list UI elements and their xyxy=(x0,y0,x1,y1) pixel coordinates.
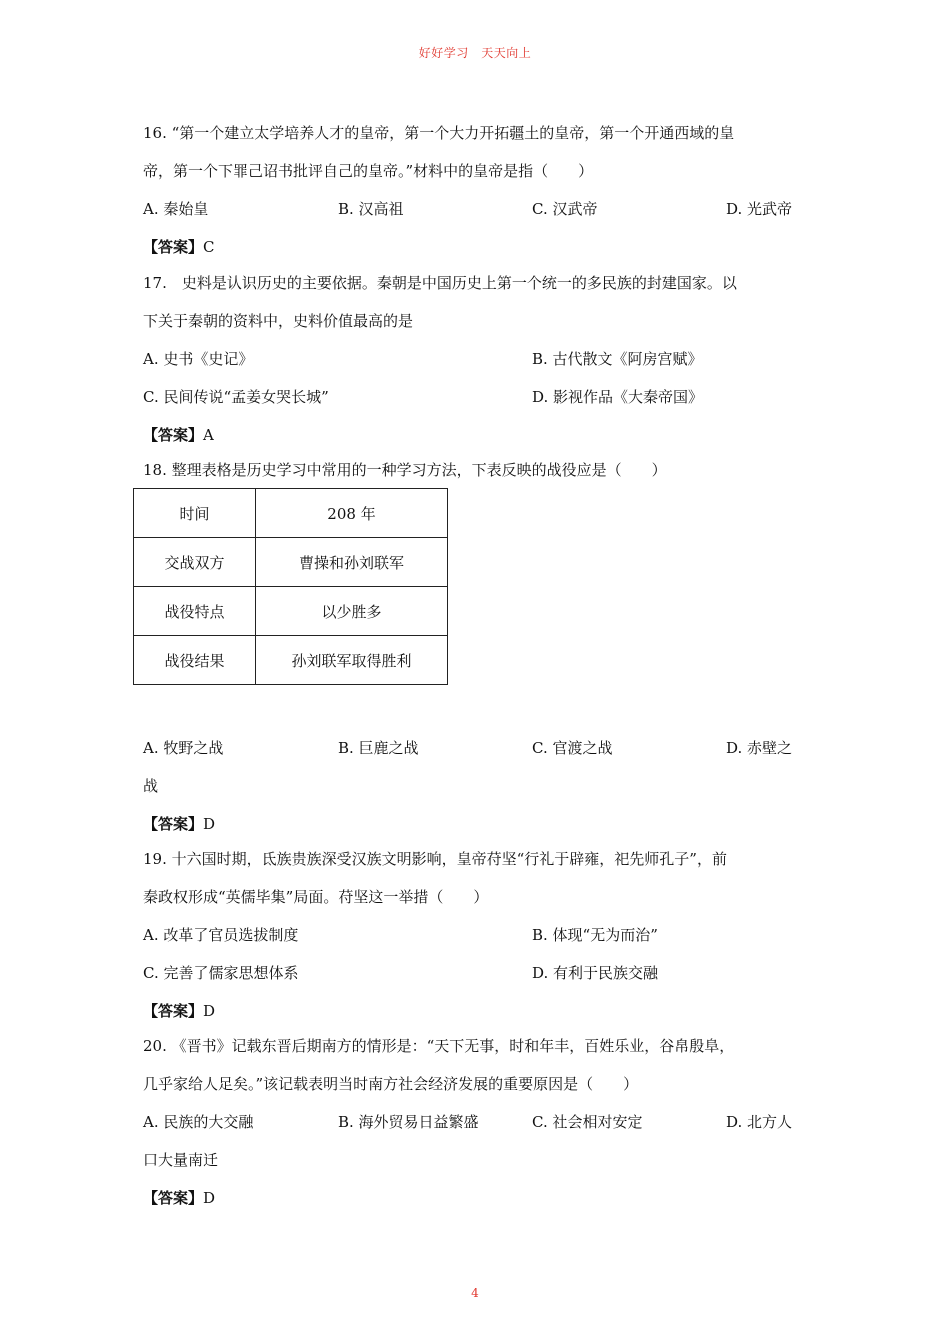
option-b[interactable]: B. 体现“无为而治” xyxy=(532,926,658,944)
option-d[interactable]: D. 赤壁之 xyxy=(726,739,793,757)
question-19-options-row-1 xyxy=(143,916,815,954)
question-16 xyxy=(143,114,815,266)
answer-value: D xyxy=(203,1189,216,1207)
option-a[interactable]: A. 民族的大交融 xyxy=(143,1113,254,1131)
table-row xyxy=(134,489,448,538)
question-20-line-2: 几乎家给人足矣。”该记载表明当时南方社会经济发展的重要原因是（ ） xyxy=(143,1075,639,1093)
question-18 xyxy=(143,451,815,489)
answer-label: 【答案】 xyxy=(143,815,204,833)
option-a[interactable]: A. 牧野之战 xyxy=(143,739,224,757)
option-c[interactable]: C. 汉武帝 xyxy=(532,200,598,218)
option-a[interactable]: A. 史书《史记》 xyxy=(143,350,254,368)
table-cell: 战役特点 xyxy=(134,587,256,636)
question-17-options-row-2 xyxy=(143,378,815,416)
option-c[interactable]: C. 民间传说“孟姜女哭长城” xyxy=(143,388,329,406)
option-c[interactable]: C. 社会相对安定 xyxy=(532,1113,643,1131)
answer-value: A xyxy=(203,426,214,444)
answer-value: D xyxy=(203,815,216,833)
table-cell: 时间 xyxy=(134,489,256,538)
option-c[interactable]: C. 官渡之战 xyxy=(532,739,613,757)
page-number: 4 xyxy=(471,1286,479,1300)
option-b[interactable]: B. 巨鹿之战 xyxy=(338,739,419,757)
question-19-line-2: 秦政权形成“英儒毕集”局面。苻坚这一举措（ ） xyxy=(143,888,489,906)
table-cell: 以少胜多 xyxy=(256,587,448,636)
question-17-options-row-1 xyxy=(143,340,815,378)
question-17-answer xyxy=(143,416,815,454)
question-17 xyxy=(143,264,815,454)
question-18-options-block xyxy=(143,729,815,843)
table-cell: 战役结果 xyxy=(134,636,256,685)
question-20-options xyxy=(143,1103,815,1141)
question-18-options-wrap: 战 xyxy=(143,777,159,795)
question-20 xyxy=(143,1027,815,1217)
question-16-answer xyxy=(143,228,815,266)
table-cell: 208 年 xyxy=(256,489,448,538)
answer-label: 【答案】 xyxy=(143,1002,204,1020)
question-18-answer xyxy=(143,805,815,843)
answer-value: D xyxy=(203,1002,216,1020)
page-header: 好好学习 天天向上 xyxy=(418,46,532,60)
question-18-line-1: 18. 整理表格是历史学习中常用的一种学习方法，下表反映的战役应是（ ） xyxy=(143,461,667,479)
question-20-options-wrap: 口大量南迁 xyxy=(143,1151,219,1169)
question-16-line-1: 16. “第一个建立太学培养人才的皇帝，第一个大力开拓疆土的皇帝，第一个开通西域的皇 xyxy=(143,124,735,142)
table-cell: 孙刘联军取得胜利 xyxy=(256,636,448,685)
table-cell: 曹操和孙刘联军 xyxy=(256,538,448,587)
answer-label: 【答案】 xyxy=(143,238,204,256)
option-a[interactable]: A. 改革了官员选拔制度 xyxy=(143,926,299,944)
table-row xyxy=(134,636,448,685)
answer-label: 【答案】 xyxy=(143,1189,204,1207)
question-19-answer xyxy=(143,992,815,1030)
option-b[interactable]: B. 海外贸易日益繁盛 xyxy=(338,1113,479,1131)
question-20-answer xyxy=(143,1179,815,1217)
table-cell: 交战双方 xyxy=(134,538,256,587)
option-c[interactable]: C. 完善了儒家思想体系 xyxy=(143,964,299,982)
option-d[interactable]: D. 有利于民族交融 xyxy=(532,964,659,982)
answer-label: 【答案】 xyxy=(143,426,204,444)
option-a[interactable]: A. 秦始皇 xyxy=(143,200,209,218)
answer-value: C xyxy=(203,238,215,256)
option-d[interactable]: D. 北方人 xyxy=(726,1113,793,1131)
question-19 xyxy=(143,840,815,1030)
option-b[interactable]: B. 汉高祖 xyxy=(338,200,404,218)
question-17-line-2: 下关于秦朝的资料中，史料价值最高的是 xyxy=(143,312,414,330)
option-d[interactable]: D. 影视作品《大秦帝国》 xyxy=(532,388,704,406)
question-16-options xyxy=(143,190,815,228)
question-16-line-2: 帝，第一个下罪己诏书批评自己的皇帝。”材料中的皇帝是指（ ） xyxy=(143,162,594,180)
question-19-options-row-2 xyxy=(143,954,815,992)
question-20-line-1: 20. 《晋书》记载东晋后期南方的情形是：“天下无事，时和年丰，百姓乐业，谷帛殷阜， xyxy=(143,1037,735,1055)
option-d[interactable]: D. 光武帝 xyxy=(726,200,793,218)
question-18-options xyxy=(143,729,815,767)
question-19-line-1: 19. 十六国时期，氐族贵族深受汉族文明影响，皇帝苻坚“行礼于辟雍，祀先师孔子”，前 xyxy=(143,850,727,868)
battle-table xyxy=(133,488,448,685)
table-row xyxy=(134,587,448,636)
table-row xyxy=(134,538,448,587)
option-b[interactable]: B. 古代散文《阿房宫赋》 xyxy=(532,350,703,368)
question-17-line-1: 17. 史料是认识历史的主要依据。秦朝是中国历史上第一个统一的多民族的封建国家。以 xyxy=(143,274,737,292)
